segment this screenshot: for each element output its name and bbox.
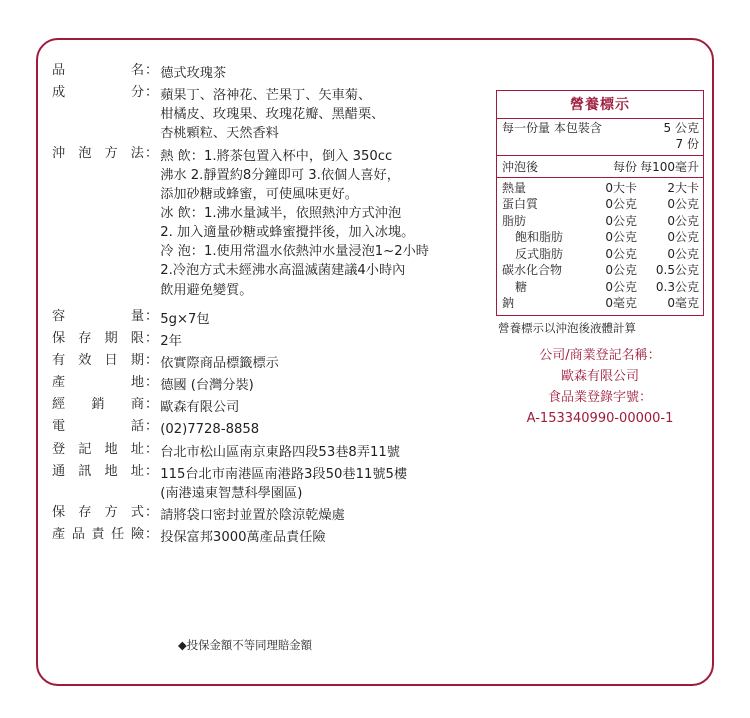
product-info-value-line: 冰 飲：1.沸水量減半，依照熱沖方式沖泡 [160, 205, 402, 221]
product-info-row [52, 310, 482, 329]
nutrient-name: 熱量 [502, 180, 527, 195]
nutrient-per-100ml: 0公克 [667, 213, 699, 228]
nutrient-name: 糖 [515, 279, 528, 294]
product-info-value-line: 投保富邦3000萬產品責任險 [160, 530, 326, 546]
product-info-colon: ： [145, 63, 159, 78]
product-info-value [160, 465, 482, 503]
per-serving-label: 每一份量 [502, 121, 551, 135]
product-info-colon: ： [145, 397, 159, 413]
product-info-value-line: 依實際商品標籤標示 [160, 355, 279, 371]
product-info-colon: ： [145, 85, 159, 101]
product-info-colon: ： [145, 441, 159, 457]
column-header-name: 沖泡後 [502, 159, 539, 174]
product-info-value-line: 杏桃顆粒、天然香料 [160, 126, 279, 142]
nutrition-column [496, 90, 704, 429]
nutrition-facts-box [496, 90, 704, 316]
nutrient-per-100ml: 0.3公克 [655, 279, 699, 294]
nutrient-per-serving: 0公克 [605, 230, 637, 245]
nutrient-name: 飽和脂肪 [515, 230, 564, 245]
product-info-list [52, 64, 482, 550]
per-serving-value: 5 公克 [663, 121, 699, 135]
nutrient-per-100ml: 0公克 [667, 246, 699, 261]
nutrition-row [502, 246, 699, 263]
nutrient-name: 鈉 [502, 296, 515, 311]
product-info-value-line: (南港遠東智慧科學園區) [160, 485, 303, 501]
product-info-row [52, 398, 482, 417]
nutrient-per-100ml: 0.5公克 [655, 263, 699, 278]
product-info-value-line: 2.冷泡方式未經沸水高溫滅菌建議4小時內 [160, 263, 406, 279]
product-info-value-line: 2年 [160, 333, 182, 349]
product-info-colon: ： [145, 308, 159, 324]
product-info-row [52, 528, 482, 547]
product-info-colon: ： [145, 330, 159, 346]
food-registration-label: 食品業登錄字號： [547, 390, 652, 406]
product-info-row [52, 506, 482, 525]
nutrient-per-100ml: 0毫克 [667, 296, 699, 311]
product-info-value [160, 506, 482, 525]
product-info-colon: ： [145, 504, 159, 520]
product-info-colon: ： [145, 527, 159, 543]
product-info-value [160, 354, 482, 373]
product-info-row [52, 465, 482, 503]
nutrition-row [502, 262, 699, 279]
serving-values [635, 121, 699, 153]
nutrient-per-100ml: 0公克 [667, 197, 699, 212]
company-reg-name-label: 公司/商業登記名稱： [539, 348, 661, 364]
product-info-row [52, 376, 482, 395]
package-contains-label: 本包裝含 [553, 121, 602, 135]
product-info-value-line: 2. 加入適量砂糖或蜂蜜攪拌後，加入冰塊。 [160, 225, 415, 241]
product-info-row [52, 420, 482, 439]
product-info-value [160, 443, 482, 462]
nutrient-name: 蛋白質 [502, 197, 539, 212]
product-info-value-line: 德式玫瑰茶 [160, 66, 227, 81]
product-info-value [160, 86, 482, 143]
product-info-label: 有 效 日 期 [52, 352, 144, 368]
product-info-value-line: 添加砂糖或蜂蜜，可使風味更好。 [160, 186, 358, 202]
product-info-label: 產 品 責 任 險 [52, 527, 144, 543]
product-info-label: 成 分 [52, 85, 144, 101]
nutrition-row [502, 213, 699, 230]
product-info-colon: ： [145, 145, 159, 161]
nutrient-per-100ml: 0公克 [667, 230, 699, 245]
nutrition-note: 營養標示以沖泡後液體計算 [498, 321, 636, 336]
column-header-per-100: 每100毫升 [640, 159, 699, 174]
product-info-row [52, 86, 482, 143]
product-info-row [52, 354, 482, 373]
product-info-label: 通 訊 地 址 [52, 463, 144, 479]
nutrient-name: 反式脂肪 [515, 246, 564, 261]
product-info-row [52, 443, 482, 462]
product-info-value-line: 沸水 2.靜置約8分鐘即可 3.依個人喜好， [160, 167, 400, 183]
nutrition-table-body [497, 178, 703, 315]
nutrition-row [502, 180, 699, 197]
nutrient-per-serving: 0大卡 [605, 180, 637, 195]
product-info-value-line: 歐森有限公司 [160, 400, 240, 416]
product-info-value-line: 5g×7包 [160, 311, 210, 327]
product-info-label: 容 量 [52, 308, 144, 324]
product-info-value [160, 310, 482, 329]
product-info-label: 登 記 地 址 [52, 441, 144, 457]
product-info-label: 電 話 [52, 419, 144, 435]
nutrient-name: 脂肪 [502, 213, 527, 228]
product-info-colon: ： [145, 375, 159, 391]
product-info-value-line: (02)7728-8858 [160, 422, 260, 438]
product-info-value-line: 熱 飲：1.將茶包置入杯中，倒入 350cc [160, 148, 393, 164]
company-registration-block [496, 345, 704, 429]
section-spacer [52, 303, 482, 310]
product-info-row [52, 64, 482, 83]
product-label-card [36, 38, 714, 686]
product-info-value-line: 請將袋口密封並置於陰涼乾燥處 [160, 507, 345, 523]
product-info-value-line: 蘋果丁、洛神花、芒果丁、矢車菊、 [160, 88, 372, 104]
product-info-value-line: 冷 泡：1.使用常溫水依熱沖水量浸泡1~2小時 [160, 244, 429, 260]
product-info-row [52, 147, 482, 300]
serving-info [497, 119, 703, 156]
product-info-colon: ： [145, 419, 159, 435]
product-info-colon: ： [145, 463, 159, 479]
product-info-label: 保 存 期 限 [52, 330, 144, 346]
product-info-value [160, 332, 482, 351]
nutrient-per-serving: 0公克 [605, 263, 637, 278]
product-info-value [160, 420, 482, 439]
package-contains-value: 7 份 [675, 136, 699, 151]
product-info-value [160, 376, 482, 395]
nutrition-title: 營養標示 [497, 91, 703, 119]
product-info-label: 產 地 [52, 375, 144, 391]
nutrition-row [502, 279, 699, 296]
product-info-value-line: 台北市松山區南京東路四段53巷8弄11號 [160, 444, 400, 460]
column-header-per-serving: 每份 [612, 159, 637, 174]
company-reg-name-value: 歐森有限公司 [560, 369, 639, 385]
product-info-value-line: 115台北市南港區南港路3段50巷11號5樓 [160, 466, 408, 482]
nutrient-per-serving: 0毫克 [605, 296, 637, 311]
product-info-label: 保 存 方 式 [52, 504, 144, 520]
nutrition-table-header [497, 156, 703, 178]
nutrient-per-serving: 0公克 [605, 279, 637, 294]
product-info-value-line: 飲用避免變質。 [160, 282, 253, 298]
nutrient-name: 碳水化合物 [502, 263, 563, 278]
nutrient-per-serving: 0公克 [605, 246, 637, 261]
product-info-value-line: 德國 (台灣分裝) [160, 378, 254, 394]
nutrient-per-serving: 0公克 [605, 197, 637, 212]
product-info-label: 品 名 [52, 63, 144, 78]
nutrition-row [502, 229, 699, 246]
nutrition-row [502, 196, 699, 213]
product-info-colon: ： [145, 352, 159, 368]
product-info-label: 沖 泡 方 法 [52, 145, 144, 161]
food-registration-value: A-153340990-00000-1 [526, 411, 674, 427]
product-info-value [160, 64, 482, 83]
product-info-value [160, 147, 482, 300]
product-info-value-line: 柑橘皮、玫瑰果、玫瑰花瓣、黑醋栗、 [160, 107, 385, 123]
product-info-value [160, 528, 482, 547]
serving-labels [502, 121, 635, 153]
insurance-footnote: ◆投保金額不等同理賠金額 [178, 638, 313, 652]
product-info-row [52, 332, 482, 351]
product-info-label: 經 銷 商 [52, 397, 144, 413]
nutrient-per-serving: 0公克 [605, 213, 637, 228]
product-info-value [160, 398, 482, 417]
nutrition-row [502, 295, 699, 312]
nutrient-per-100ml: 2大卡 [667, 180, 699, 195]
